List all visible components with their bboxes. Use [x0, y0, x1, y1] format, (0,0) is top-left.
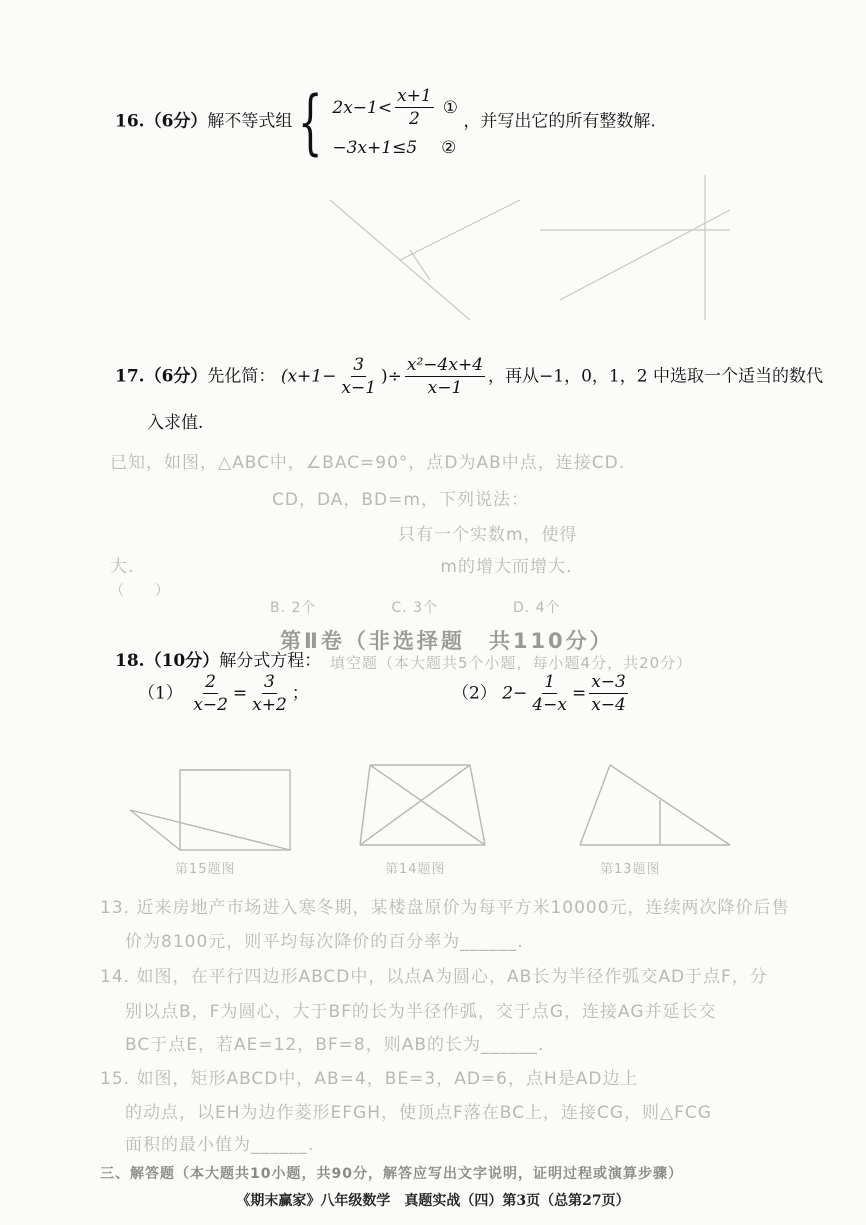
inequality-line-2: −3x+1≤5 ②: [332, 137, 457, 158]
bleed-line: 15. 如图，矩形ABCD中，AB=4，BE=3，AD=6，点H是AD边上: [100, 1069, 639, 1089]
bleed-figure-label: 第13题图: [600, 862, 661, 877]
problem-number: 16.: [115, 111, 145, 132]
problem-prefix: 先化简：: [207, 366, 276, 387]
bleed-line: 大. m的增大而增大.: [110, 557, 573, 577]
problem-number: 18.: [115, 651, 145, 671]
problem-suffix: ，并写出它的所有整数解.: [463, 111, 656, 132]
bleed-line: 填空题（本大题共5个小题，每小题4分，共20分）: [330, 654, 693, 672]
bleed-line: 的动点，以EH为边作菱形EFGH，使顶点F落在BC上，连接CG，则△FCG: [125, 1103, 712, 1123]
problem-18-part-1: （1） $\frac{2}{x-2}$ = $\frac{3}{x+2}$ ；: [138, 672, 309, 716]
problem-score: （6分）: [144, 366, 208, 387]
inequality-line-1: 2x−1< $\frac{x+1}{2}$ ①: [332, 86, 458, 130]
bleed-line: （ ）: [110, 583, 170, 599]
bleed-line: 已知，如图，△ABC中，∠BAC=90°，点D为AB中点，连接CD.: [110, 453, 626, 473]
problem-suffix: ，再从−1，0，1，2 中选取一个适当的数代: [488, 366, 823, 387]
section-title: 第Ⅱ卷（非选择题 共110分）: [280, 629, 614, 653]
problem-score: （10分）: [144, 651, 220, 671]
fraction: $\frac{2}{x-2}$: [193, 672, 228, 716]
bleed-line: 三、解答题（本大题共10小题，共90分，解答应写出文字说明，证明过程或演算步骤）: [100, 1166, 683, 1182]
bleed-line: 只有一个实数m，使得: [110, 525, 578, 545]
problem-16: [115, 81, 656, 164]
bleed-line: 13. 近来房地产市场进入寒冬期，某楼盘原价为每平方米10000元，连续两次降价后售: [100, 898, 790, 918]
fraction: $\frac{x-3}{x-4}$: [591, 672, 626, 716]
bleed-line: 别以点B，F为圆心，大于BF的长为半径作弧，交于点G，连接AG并延长交: [125, 1002, 717, 1022]
fraction: $\frac{3}{x+2}$: [252, 672, 287, 716]
problem-18-part-2: （2） 2− $\frac{1}{4-x}$ = $\frac{x-3}{x-4}$: [452, 672, 626, 716]
problem-18: [115, 651, 321, 671]
bleed-line: B. 2个 C. 3个 D. 4个: [270, 600, 561, 616]
brace-glyph: {: [297, 81, 323, 164]
problem-prefix: 解不等式组: [207, 111, 293, 132]
bleed-figure-label: 第15题图: [175, 862, 236, 877]
fraction: $\frac{x+1}{2}$: [397, 86, 432, 130]
bleed-line: 面积的最小值为______.: [125, 1135, 315, 1155]
problem-score: （6分）: [144, 111, 208, 132]
fraction: $\frac{1}{4-x}$: [532, 672, 567, 716]
problem-17-cont: 入求值.: [147, 413, 204, 433]
bleed-line: BC于点E，若AE=12，BF=8，则AB的长为______.: [125, 1035, 545, 1055]
problem-17: 17.（6分）先化简： (x+1− $\frac{3}{x-1}$ )÷ $\frac{\text{x²−4x+4}}{x-1}$ ，再从−1，0，1，2 中选取一个适当的数代: [115, 355, 823, 399]
bleed-line: 14. 如图，在平行四边形ABCD中，以点A为圆心，AB长为半径作弧交AD于点F，分: [100, 967, 768, 987]
problem-number: 17.: [115, 366, 145, 387]
page-footer: 《期末赢家》八年级数学 真题实战（四）第3页（总第27页）: [236, 1193, 630, 1209]
problem-prefix: 解分式方程：: [219, 651, 322, 671]
bleed-figure-label: 第14题图: [385, 862, 446, 877]
bleed-diagram-top: [0, 0, 866, 360]
fraction: $\frac{\text{x²−4x+4}}{x-1}$: [406, 355, 484, 399]
fraction: $\frac{3}{x-1}$: [341, 355, 377, 399]
bleed-line: CD，DA，BD=m，下列说法：: [110, 490, 529, 510]
bleed-line: 价为8100元，则平均每次降价的百分率为______.: [125, 932, 524, 952]
inequality-system: [297, 81, 458, 164]
